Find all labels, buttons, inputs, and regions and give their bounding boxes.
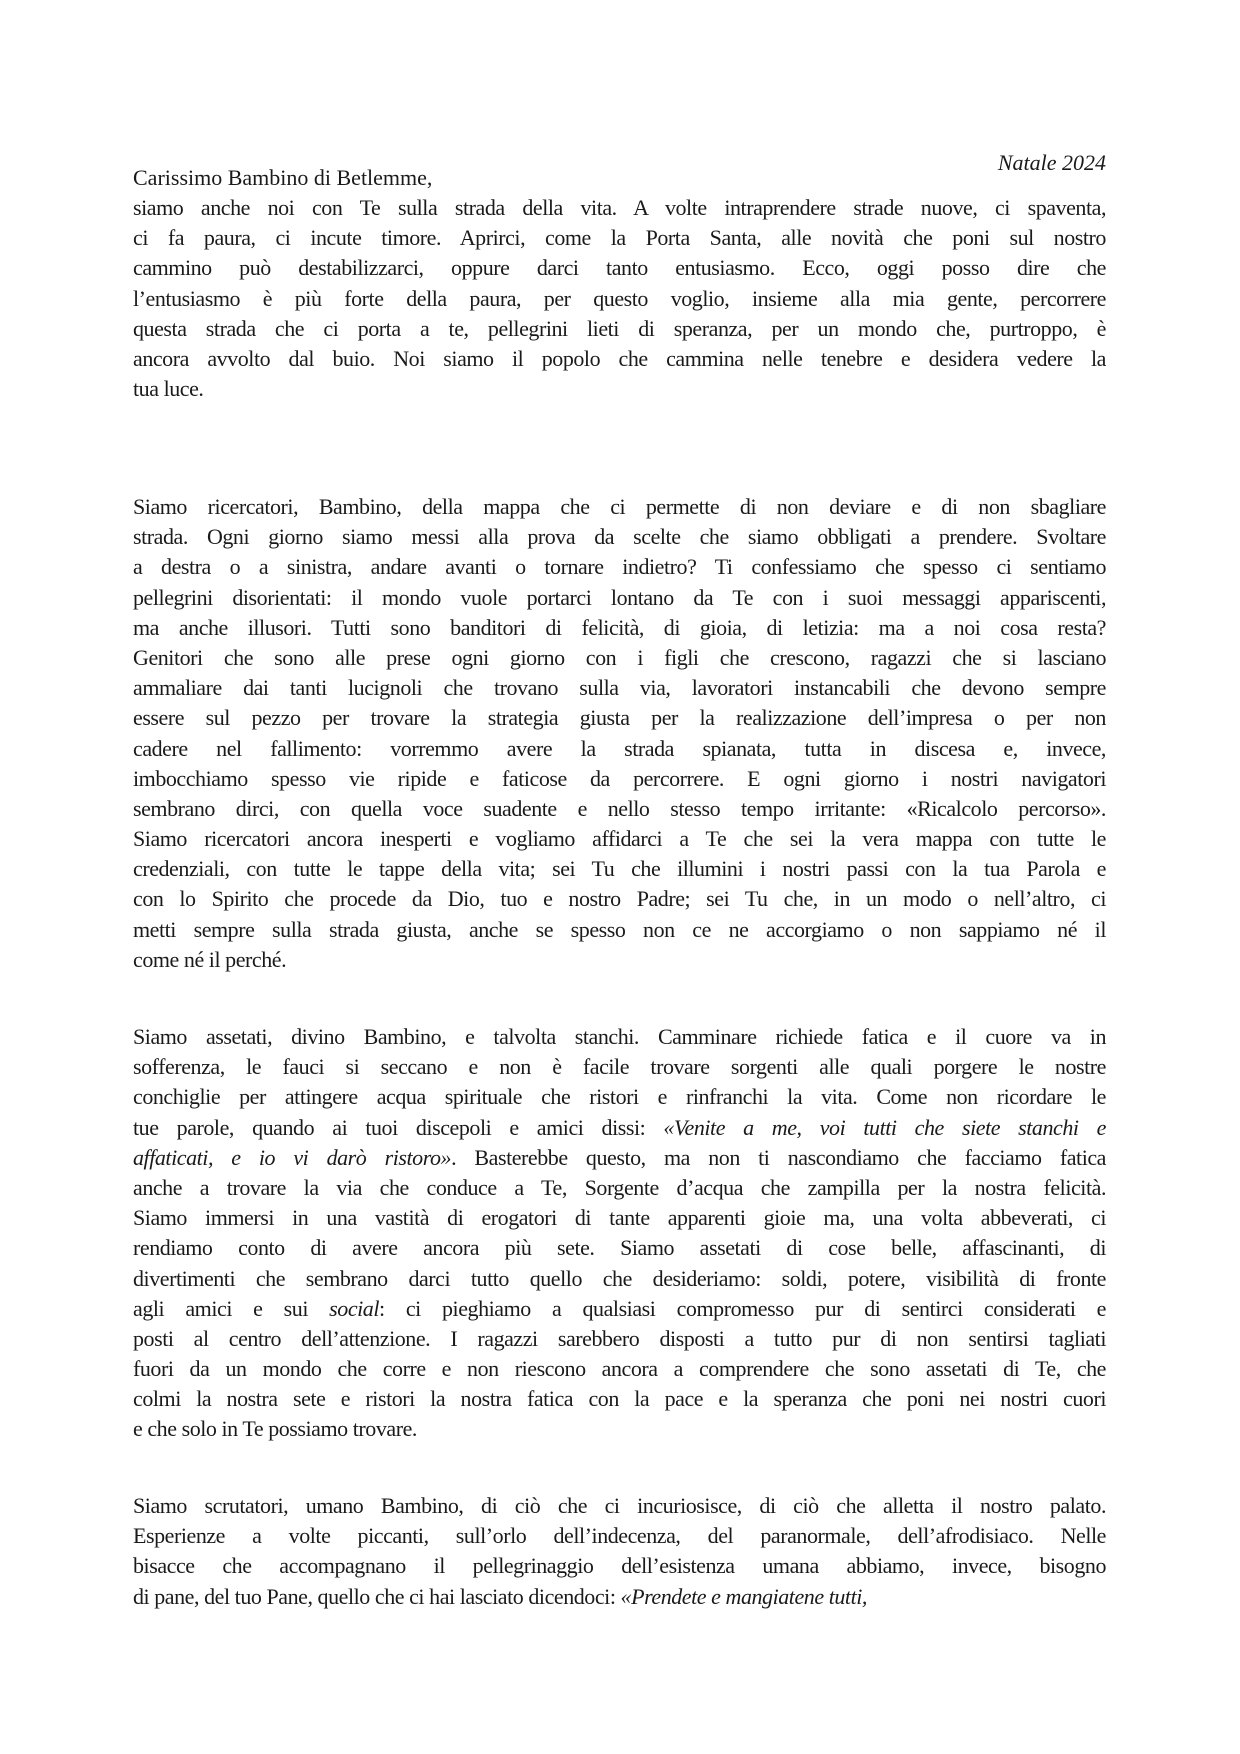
text-line — [133, 703, 1106, 733]
text-line — [133, 764, 1106, 794]
text-line — [133, 1294, 1106, 1324]
text-run: a destra o a sinistra, andare avanti o tornare indietro? Ti confessiamo che spesso ci sentiamo — [133, 554, 1106, 580]
paragraph-2 — [133, 492, 1106, 975]
text-line — [133, 884, 1106, 914]
text-run: : ci pieghiamo a qualsiasi compromesso pur di sentirci considerati e — [379, 1295, 1106, 1321]
text-line — [133, 1173, 1106, 1203]
text-run: tua luce. — [133, 376, 204, 402]
text-run: ammaliare dai tanti lucignoli che trovano sulla via, lavoratori instancabili che devono sempre — [133, 675, 1106, 701]
text-line — [133, 1551, 1106, 1581]
text-run: Siamo ricercatori ancora inesperti e vogliamo affidarci a Te che sei la vera mappa con tutte le — [133, 826, 1106, 852]
text-run: pellegrini disorientati: il mondo vuole portarci lontano da Te con i suoi messaggi appariscenti, — [133, 584, 1106, 610]
text-run: sofferenza, le fauci si seccano e non è facile trovare sorgenti alle quali porgere le nostre — [133, 1054, 1106, 1080]
text-line — [133, 734, 1106, 764]
paragraph-1 — [133, 193, 1106, 404]
text-run: anche a trovare la via che conduce a Te, Sorgente d’acqua che zampilla per la nostra felicità. — [133, 1174, 1106, 1200]
text-line — [133, 552, 1106, 582]
text-line — [133, 854, 1106, 884]
text-run: questa strada che ci porta a te, pellegrini lieti di speranza, per un mondo che, purtroppo, è — [133, 315, 1106, 341]
text-line — [133, 522, 1106, 552]
text-run: credenziali, con tutte le tappe della vita; sei Tu che illumini i nostri passi con la tua Parola e — [133, 856, 1106, 882]
text-run: come né il perché. — [133, 946, 287, 972]
text-run: colmi la nostra sete e ristori la nostra fatica con la pace e la speranza che poni nei nostri cuori — [133, 1386, 1106, 1412]
text-run: posti al centro dell’attenzione. I ragazzi sarebbero disposti a tutto pur di non sentirsi tagliati — [133, 1325, 1106, 1351]
text-run: con lo Spirito che procede da Dio, tuo e nostro Padre; sei Tu che, in un modo o nell’altro, ci — [133, 886, 1106, 912]
text-line — [133, 945, 1106, 975]
letter-salutation: Carissimo Bambino di Betlemme, — [133, 165, 433, 190]
text-line — [133, 314, 1106, 344]
text-line — [133, 1233, 1106, 1263]
text-line — [133, 1264, 1106, 1294]
text-line — [133, 1384, 1106, 1414]
text-line — [133, 1113, 1106, 1143]
text-line — [133, 673, 1106, 703]
text-line — [133, 794, 1106, 824]
text-line — [133, 1521, 1106, 1551]
italic-quote: social — [329, 1295, 380, 1321]
text-run: agli amici e sui — [133, 1295, 330, 1321]
text-line — [133, 1082, 1106, 1112]
text-line — [133, 824, 1106, 854]
italic-quote: «Prendete e mangiatene tutti, — [620, 1583, 867, 1609]
letter-date: Natale 2024 — [997, 150, 1106, 175]
text-line — [133, 492, 1106, 522]
text-run: l’entusiasmo è più forte della paura, per questo voglio, insieme alla mia gente, percorrere — [133, 285, 1106, 311]
text-run: fuori da un mondo che corre e non riescono ancora a comprendere che sono assetati di Te, che — [133, 1356, 1106, 1382]
text-run: tue parole, quando ai tuoi discepoli e amici dissi: — [133, 1114, 664, 1140]
text-line — [133, 374, 1106, 404]
text-run: strada. Ogni giorno siamo messi alla prova da scelte che siamo obbligati a prendere. Svoltare — [133, 524, 1106, 550]
text-line — [133, 915, 1106, 945]
text-run: imbocchiamo spesso vie ripide e faticose da percorrere. E ogni giorno i nostri navigatori — [133, 765, 1106, 791]
text-line — [133, 1491, 1106, 1521]
text-line — [133, 1354, 1106, 1384]
text-run: Siamo ricercatori, Bambino, della mappa che ci permette di non deviare e di non sbagliare — [133, 494, 1106, 519]
text-run: Genitori che sono alle prese ogni giorno con i figli che crescono, ragazzi che si lasciano — [133, 644, 1106, 670]
italic-quote: «Venite a me, voi tutti che siete stanchi e — [663, 1114, 1106, 1140]
text-line — [133, 1143, 1106, 1173]
text-run: Siamo scrutatori, umano Bambino, di ciò che ci incuriosisce, di ciò che alletta il nostro palato. — [133, 1493, 1106, 1518]
text-run: ci fa paura, ci incute timore. Aprirci, come la Porta Santa, alle novità che poni sul nostro — [133, 225, 1106, 251]
text-line — [133, 284, 1106, 314]
text-run: rendiamo conto di avere ancora più sete. Siamo assetati di cose belle, affascinanti, di — [133, 1235, 1106, 1261]
text-run: ancora avvolto dal buio. Noi siamo il popolo che cammina nelle tenebre e desidera vedere la — [133, 345, 1106, 371]
text-line — [133, 1022, 1106, 1052]
text-run: Siamo assetati, divino Bambino, e talvolta stanchi. Camminare richiede fatica e il cuore va in — [133, 1024, 1106, 1049]
text-run: cammino può destabilizzarci, oppure darci tanto entusiasmo. Ecco, oggi posso dire che — [133, 255, 1106, 281]
text-run: sembrano dirci, con quella voce suadente e nello stesso tempo irritante: «Ricalcolo percorso». — [133, 795, 1106, 821]
text-run: . Basterebbe questo, ma non ti nascondiamo che facciamo fatica — [451, 1144, 1106, 1170]
text-line — [133, 583, 1106, 613]
text-line — [133, 193, 1106, 223]
text-run: e che solo in Te possiamo trovare. — [133, 1416, 417, 1442]
text-run: siamo anche noi con Te sulla strada della vita. A volte intraprendere strade nuove, ci spaventa, — [133, 195, 1106, 220]
text-line — [133, 1324, 1106, 1354]
text-line — [133, 344, 1106, 374]
text-line — [133, 1582, 1106, 1612]
text-line — [133, 1052, 1106, 1082]
italic-quote: affaticati, e io vi darò ristoro» — [133, 1144, 452, 1170]
text-line — [133, 643, 1106, 673]
text-line — [133, 1414, 1106, 1444]
text-run: divertimenti che sembrano darci tutto quello che desideriamo: soldi, potere, visibilità di fronte — [133, 1265, 1106, 1291]
text-line — [133, 253, 1106, 283]
text-run: essere sul pezzo per trovare la strategia giusta per la realizzazione dell’impresa o per non — [133, 705, 1106, 731]
text-line — [133, 223, 1106, 253]
text-line — [133, 613, 1106, 643]
text-run: bisacce che accompagnano il pellegrinaggio dell’esistenza umana abbiamo, invece, bisogno — [133, 1553, 1106, 1579]
text-run: Esperienze a volte piccanti, sull’orlo dell’indecenza, del paranormale, dell’afrodisiaco. Nelle — [133, 1523, 1106, 1549]
text-run: ma anche illusori. Tutti sono banditori di felicità, di gioia, di letizia: ma a noi cosa resta? — [133, 614, 1106, 640]
text-run: Siamo immersi in una vastità di erogatori di tante apparenti gioie ma, una volta abbeverati, ci — [133, 1205, 1106, 1231]
text-run: metti sempre sulla strada giusta, anche se spesso non ce ne accorgiamo o non sappiamo né il — [133, 916, 1106, 942]
text-run: conchiglie per attingere acqua spirituale che ristori e rinfranchi la vita. Come non ricordare le — [133, 1084, 1106, 1110]
text-line — [133, 1203, 1106, 1233]
paragraph-3 — [133, 1022, 1106, 1445]
paragraph-4 — [133, 1491, 1106, 1612]
text-run: di pane, del tuo Pane, quello che ci hai lasciato dicendoci: — [133, 1583, 621, 1609]
text-run: cadere nel fallimento: vorremmo avere la strada spianata, tutta in discesa e, invece, — [133, 735, 1106, 761]
